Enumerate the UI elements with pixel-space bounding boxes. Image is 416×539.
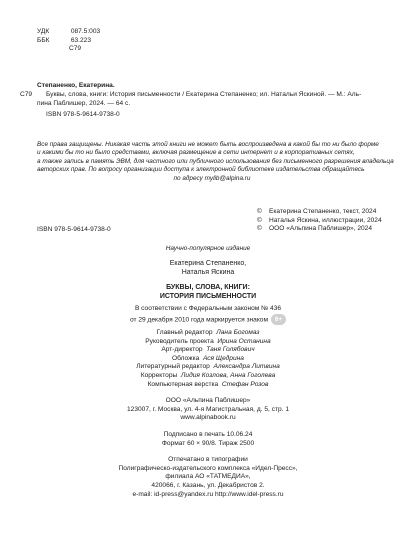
publisher-address: 123007, г. Москва, ул. 4-я Магистральная, д. 5, стр. 1 [127,405,289,413]
rights-notice [37,141,394,183]
bib-line-2: пина Паблишер, 2024. — 64 с. [37,100,131,107]
credit-role: Руководитель проекта [145,337,214,345]
printer-line: 420066, г. Казань, ул. Декабристов 2. [151,481,265,489]
publisher-website: www.alpinabook.ru [180,414,236,422]
class-index: С79 [69,45,82,53]
rights-line: авторских прав. По вопросу организации доступа к электронной библиотеке издательства обращайтесь [37,166,365,174]
printer-line: Отпечатано в типографии [168,456,248,464]
bib-isbn: ISBN 978-5-9614-9738-0 [46,111,120,118]
credit-role: Главный редактор [156,329,213,336]
credit-row [58,363,358,372]
age-mark-badge: 6+ [271,314,286,325]
copyright-line: © Наталья Яскина, иллюстрации, 2024 [257,217,382,226]
credit-role: Обложка [172,354,200,362]
bib-index: С79 [20,91,33,98]
signed-to-print: Подписано в печать 10.06.24 [163,430,253,438]
printer-contacts: e-mail: id-press@yandex.ru http://www.idel-press.ru [132,490,284,498]
credit-name: Ася Щедрина [202,354,244,362]
credit-row [58,381,358,390]
law-line: от 29 декабря 2010 года маркируется знаком [130,316,268,324]
credit-row [58,329,358,338]
edition-type: Научно-популярное издание [165,245,251,252]
credit-row [58,338,358,347]
publisher-name: ООО «Альпина Паблишер» [165,397,251,405]
udk-row [37,28,100,37]
bbk-row [37,37,100,46]
credit-role: Корректоры [140,371,178,379]
classification-block [37,28,100,54]
credit-name: Ирина Останина [217,337,271,345]
imprint-column [58,245,358,499]
rights-line: а также запись в память ЭВМ, для частного или публичного использования без письменного разрешения владельца [37,157,394,165]
title-line: ИСТОРИЯ ПИСЬМЕННОСТИ [159,293,257,301]
udk-label: УДК [37,28,50,35]
bib-line-1: Буквы, слова, книги: История письменности / Екатерина Степаненко; ил. Натальи Яскиной. — М.: Аль- [46,91,362,98]
rights-line: и какими бы то ни было средствами, включая размещение в сети интернет и в корпоративных сетях, [37,149,355,157]
copyright-block [257,208,382,234]
printer-line: филиала АО «ТАТМЕДИА», [165,473,251,481]
isbn-bottom: ISBN 978-5-9614-9738-0 [37,226,111,233]
credit-name: Лидия Козлова, Анна Гоголева [180,371,276,379]
rights-line: Все права защищены. Никакая часть этой книги не может быть воспроизведена в какой бы то ни было форме [37,141,379,148]
credit-row [58,372,358,381]
rights-line: по адресу mylib@alpina.ru [173,174,251,182]
law-line-with-mark [58,314,358,325]
printer-line: Полиграфическо-издательского комплекса «Идел-Пресс», [118,464,298,472]
credit-name: Таня Голябович [206,346,255,354]
credit-role: Компьютерная верстка [147,380,219,388]
print-info [58,431,358,448]
credit-name: Александра Литвина [213,363,280,371]
copyright-line: © ООО «Альпина Паблишер», 2024 [257,225,382,234]
publisher-block [58,397,358,423]
credit-name: Лана Богомаз [216,329,260,336]
bbk-value: 63.223 [70,36,92,44]
credit-row [58,346,358,355]
printer-block [58,456,358,499]
author-line: Наталья Яскина [181,269,235,277]
bib-author: Степаненко, Екатерина. [37,82,115,89]
format-circulation: Формат 60 × 90/8. Тираж 2500 [161,439,255,447]
law-line: В соответствии с Федеральным законом № 436 [134,305,282,313]
title-line: БУКВЫ, СЛОВА, КНИГИ: [166,284,250,292]
udk-value: 087.5:003 [70,28,101,35]
credits [58,329,358,389]
copyright-line: © Екатерина Степаненко, текст, 2024 [257,208,382,217]
author-line: Екатерина Степаненко, [169,260,247,268]
credit-role: Арт-директор [161,346,203,354]
bbk-label: ББК [37,36,50,44]
credit-name: Стефан Розов [221,380,269,388]
credit-role: Литературный редактор [136,363,210,371]
